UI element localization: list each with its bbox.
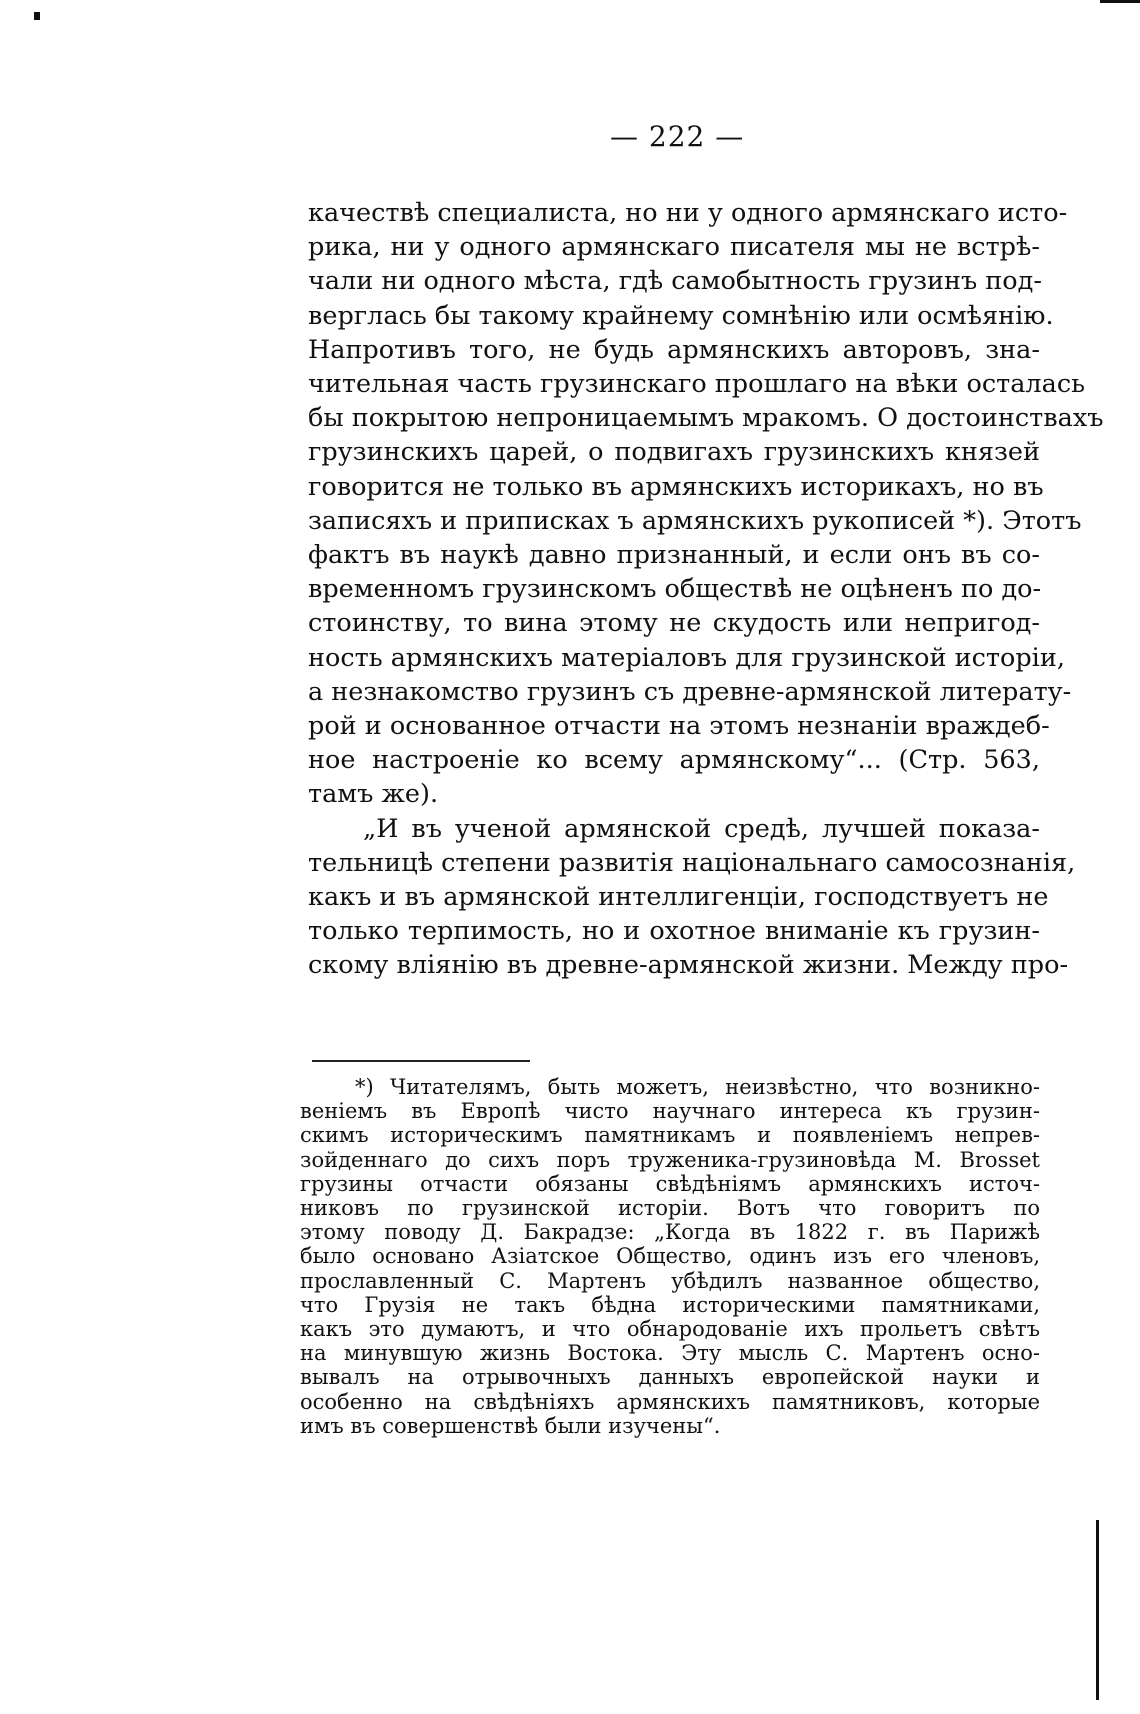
text-line: ное настроеніе ко всему армянскому“... (Стр. 563, [308,745,1040,776]
text-line: рой и основанное отчасти на этомъ незнаніи враждеб- [308,711,1050,742]
text-line: верглась бы такому крайнему сомнѣнію или осмѣянію. [308,300,1054,331]
footnote [300,1075,1040,1438]
text-line: временномъ грузинскомъ обществѣ не оцѣненъ по до- [308,574,1042,605]
text-line: рика, ни у одного армянскаго писателя мы не встрѣ- [308,232,1040,263]
text-line: грузинскихъ царей, о подвигахъ грузинскихъ князей [308,437,1040,468]
text-line: качествѣ специалиста, но ни у одного армянскаго исто- [308,198,1068,228]
footnote-line: особенно на свѣдѣніяхъ армянскихъ памятниковъ, которые [300,1389,1040,1414]
footnote-divider [312,1060,530,1062]
text-line: записяхъ и приписках ъ армянскихъ рукописей *). Этотъ [308,505,1082,536]
main-text [308,196,1104,983]
text-line: „И въ ученой армянской средѣ, лучшей показа- [363,813,1040,844]
text-line: только терпимость, но и охотное вниманіе къ грузин- [308,916,1040,947]
text-line: чительная часть грузинскаго прошлаго на вѣки осталась [308,369,1085,400]
footnote-line: прославленный С. Мартенъ убѣдилъ названное общество, [300,1268,1040,1293]
footnote-line: было основано Азіатское Общество, одинъ изъ его членовъ, [300,1244,1040,1269]
footnote-line: вывалъ на отрывочныхъ данныхъ европейской науки и [300,1365,1040,1390]
text-line: стоинству, то вина этому не скудость или непригод- [308,608,1040,639]
text-line: тамъ же). [308,779,439,810]
footnote-line: что Грузія не такъ бѣдна историческими памятниками, [300,1292,1040,1317]
footnote-line: *) Читателямъ, быть можетъ, неизвѣстно, что возникно- [355,1075,1040,1099]
text-line: ность армянскихъ матеріаловъ для грузинской исторіи, [308,642,1065,673]
footnote-line: грузины отчасти обязаны свѣдѣніямъ армянскихъ источ- [300,1171,1040,1196]
text-line: а незнакомство грузинъ съ древне-армянской литерату- [308,676,1072,707]
scan-edge-right [1096,1520,1099,1700]
text-line: говорится не только въ армянскихъ историкахъ, но въ [308,471,1044,502]
footnote-line: веніемъ въ Европѣ чисто научнаго интереса къ грузин- [300,1099,1040,1124]
text-line: какъ и въ армянской интеллигенціи, господствуетъ не [308,882,1049,913]
text-line: фактъ въ наукѣ давно признанный, и если онъ въ со- [308,540,1040,571]
footnote-line: этому поводу Д. Бакрадзе: „Когда въ 1822 г. въ Парижѣ [300,1220,1040,1245]
text-line: Напротивъ того, не будь армянскихъ авторовъ, зна- [308,334,1040,365]
scan-mark-top-left [34,12,40,20]
footnote-line: имъ въ совершенствѣ были изучены“. [300,1413,721,1438]
text-line: чали ни одного мѣста, гдѣ самобытность грузинъ под- [308,266,1042,297]
footnote-line: скимъ историческимъ памятникамъ и появленіемъ непрев- [300,1123,1040,1148]
text-line: тельницѣ степени развитія національнаго самосознанія, [308,847,1076,878]
footnote-line: на минувшую жизнь Востока. Эту мысль С. Мартенъ осно- [300,1341,1040,1366]
footnote-line: никовъ по грузинской исторіи. Вотъ что говоритъ по [300,1196,1040,1221]
footnote-line: зойденнаго до сихъ поръ труженика-грузиновѣда M. Brosset [300,1147,1040,1172]
text-line: скому вліянію въ древне-армянской жизни. Между про- [308,950,1069,981]
footnote-line: какъ это думаютъ, и что обнародованіе ихъ прольетъ свѣтъ [300,1317,1040,1342]
page-number: — 222 — [610,120,745,153]
scan-mark-top-right [1100,0,1140,3]
text-line: бы покрытою непроницаемымъ мракомъ. О достоинствахъ [308,403,1104,434]
